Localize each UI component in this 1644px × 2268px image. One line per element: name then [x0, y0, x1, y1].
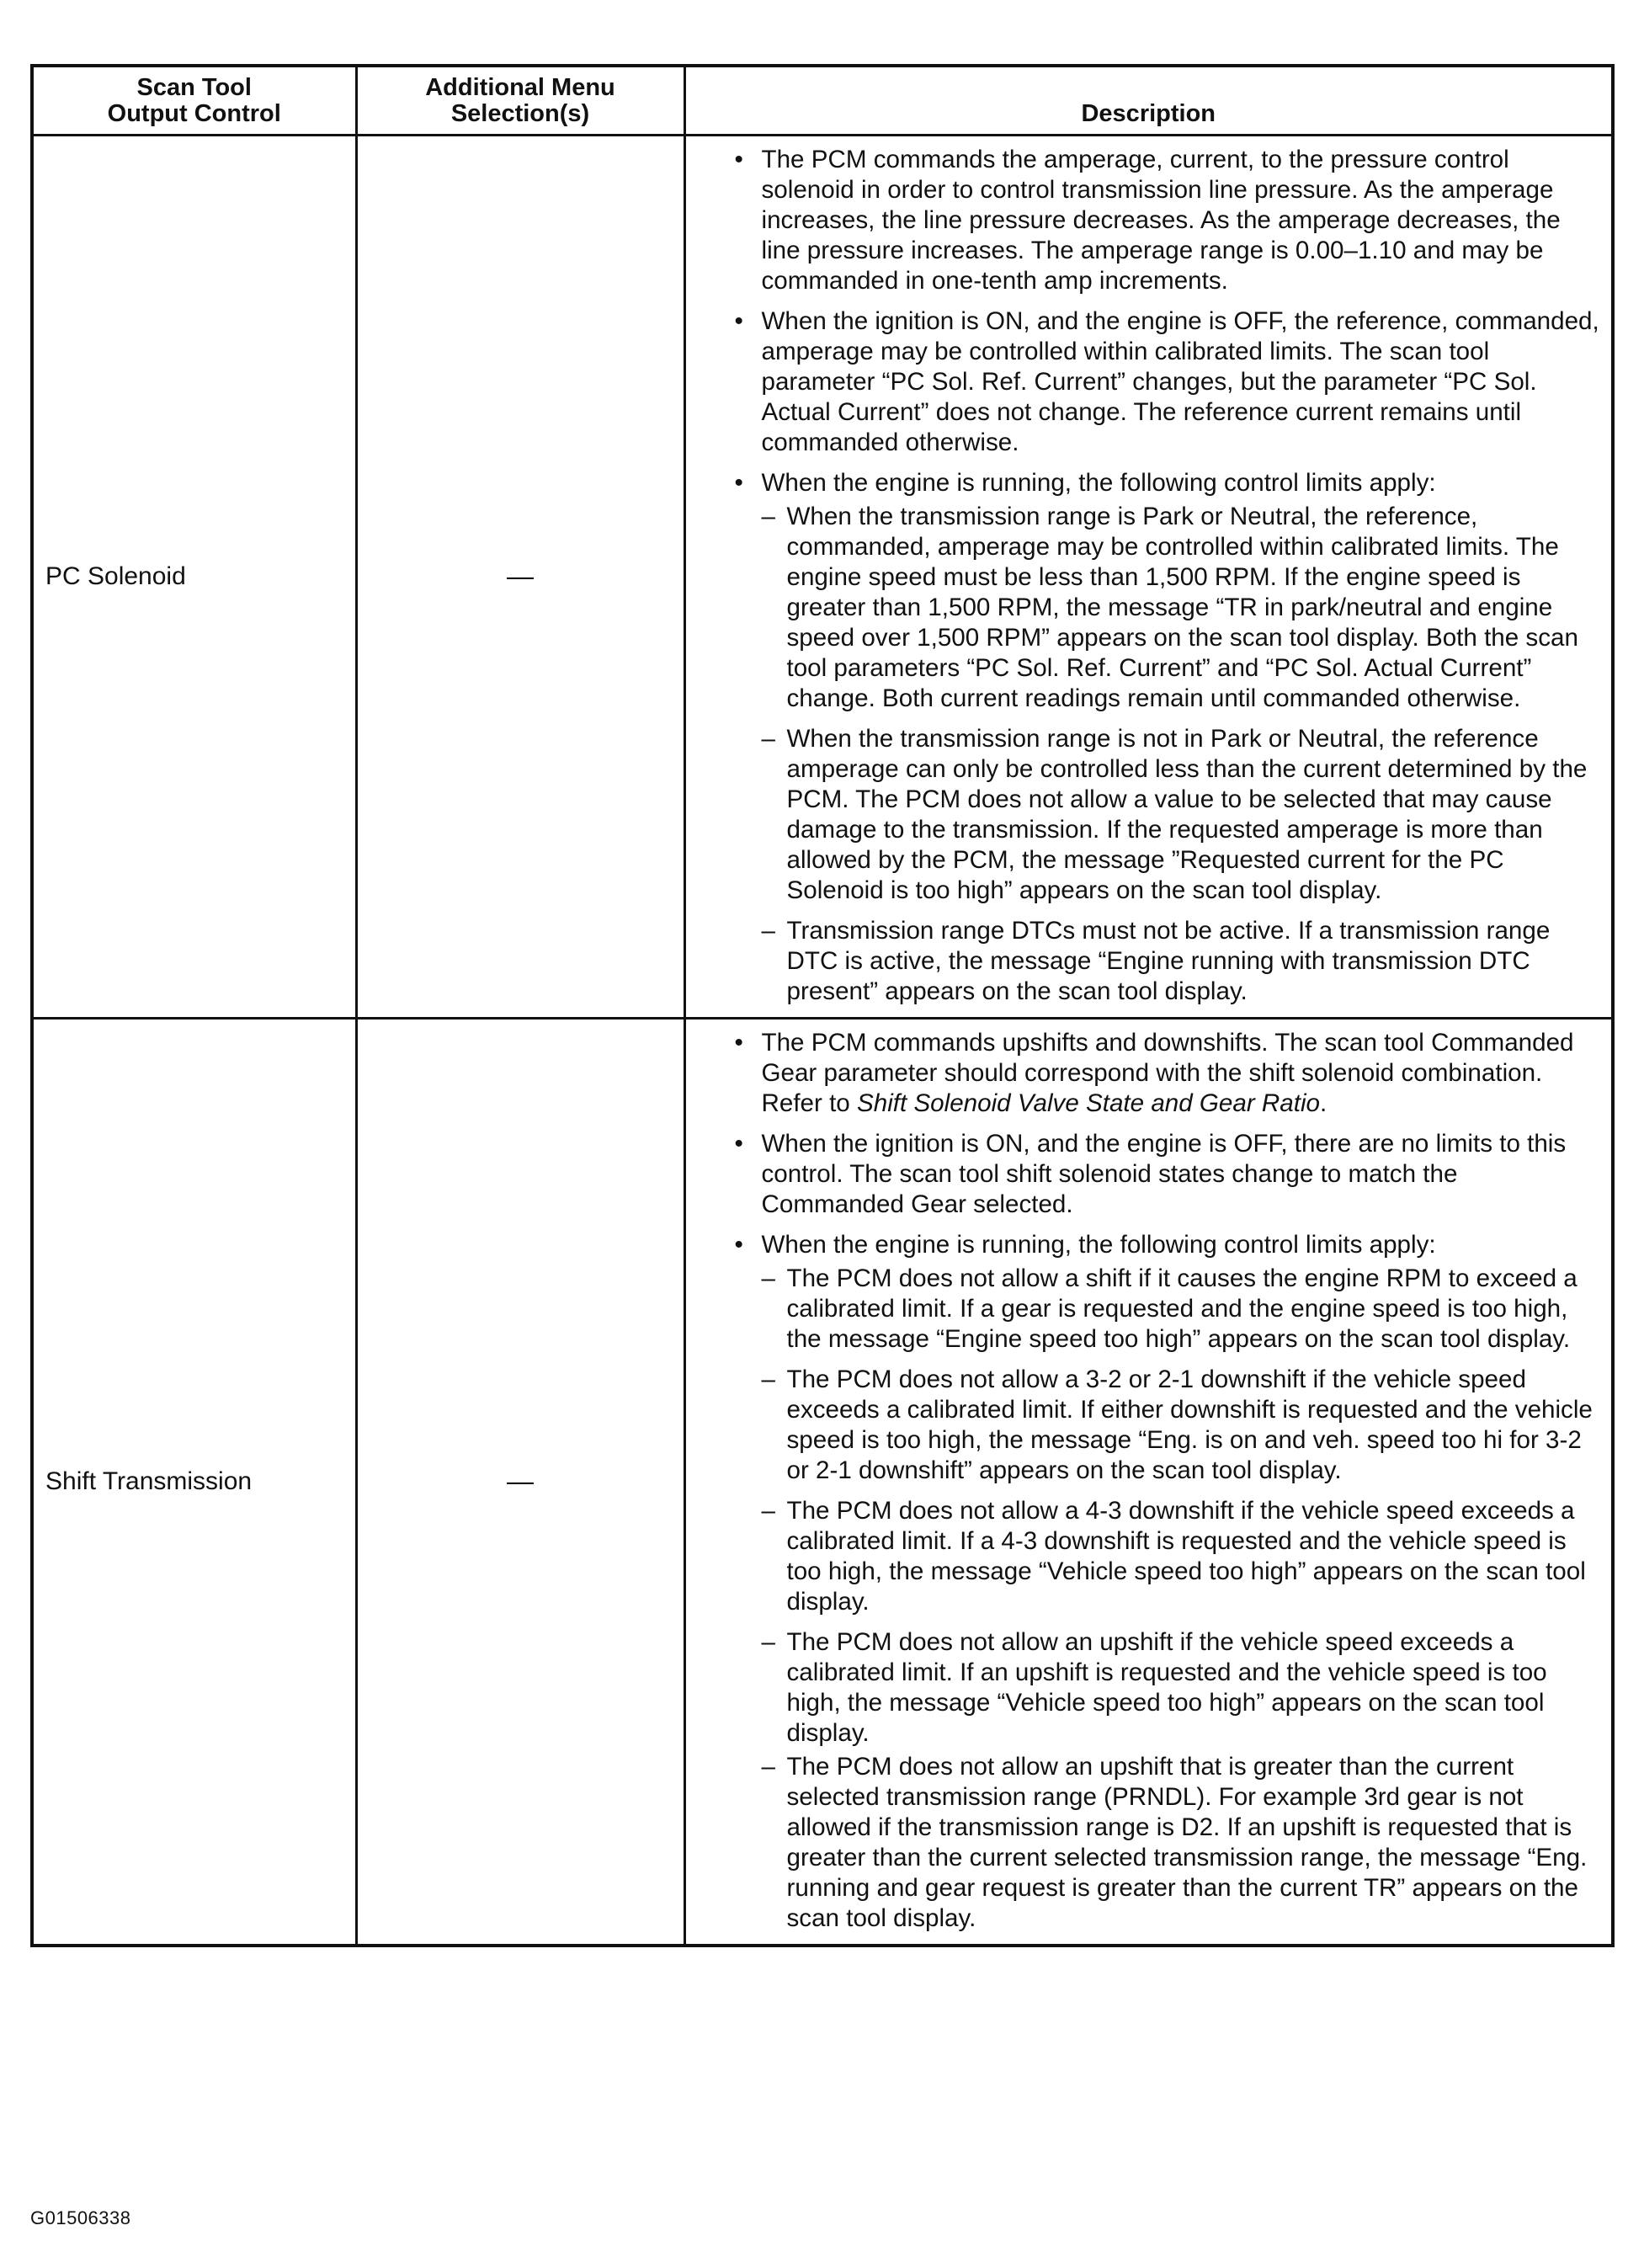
dash-item: – The PCM does not allow an upshift if the vehicle speed exceeds a calibrated limit. If an upshift is requested and the vehicle speed is too high, the message “Vehicle speed too high” appears on the scan tool display.	[728, 1627, 1600, 1749]
dash-item: – When the transmission range is Park or Neutral, the reference, commanded, amperage may be controlled within calibrated limits. The engine speed must be less than 1,500 RPM. If the engine speed is greater than 1,500 RPM, the message “TR in park/neutral and engine speed over 1,500 RPM” appears on the scan tool display. Both the scan tool parameters “PC Sol. Ref. Current” and “PC Sol. Actual Current” change. Both current readings remain until commanded otherwise.	[728, 502, 1600, 714]
table-header-row	[32, 66, 1613, 135]
header-description: Description	[684, 66, 1613, 135]
header-line: Output Control	[107, 99, 281, 127]
table-row-pc-solenoid	[32, 135, 1613, 1018]
dash-item: – When the transmission range is not in Park or Neutral, the reference amperage can only be controlled less than the current determined by the PCM. The PCM does not allow a value to be selected that may cause damage to the transmission. If the requested amperage is more than allowed by the PCM, the message ”Requested current for the PC Solenoid is too high” appears on the scan tool display.	[728, 724, 1600, 906]
bullet-text: .	[1320, 1089, 1327, 1117]
dash-item: – The PCM does not allow a 4-3 downshift if the vehicle speed exceeds a calibrated limit. If a 4-3 downshift is requested and the vehicle speed is too high, the message “Vehicle speed too high” appears on the scan tool display.	[728, 1496, 1600, 1617]
bullet-item: • When the engine is running, the following control limits apply:	[728, 1230, 1600, 1260]
dash-item: – The PCM does not allow a 3-2 or 2-1 downshift if the vehicle speed exceeds a calibrated limit. If either downshift is requested and the vehicle speed is too high, the message “Eng. is on and veh. speed too hi for 3-2 or 2-1 downshift” appears on the scan tool display.	[728, 1365, 1600, 1486]
header-line: Additional Menu	[425, 73, 615, 101]
dash-item: – The PCM does not allow a shift if it causes the engine RPM to exceed a calibrated limit. If a gear is requested and the engine speed is too high, the message “Engine speed too high” appears on the scan tool display.	[728, 1264, 1600, 1355]
output-control-name: Shift Transmission	[32, 1018, 356, 1946]
header-additional-menu-selections	[356, 66, 684, 135]
dash-item: – The PCM does not allow an upshift that is greater than the current selected transmission range (PRNDL). For example 3rd gear is not allowed if the transmission range is D2. If an upshift is requested that is greater than the current selected transmission range, the message “Eng. running and gear request is greater than the current TR” appears on the scan tool display.	[728, 1752, 1600, 1934]
header-line: Selection(s)	[450, 99, 590, 127]
output-control-table	[30, 64, 1615, 1947]
bullet-item: • When the ignition is ON, and the engine is OFF, there are no limits to this control. The scan tool shift solenoid states change to match the Commanded Gear selected.	[728, 1129, 1600, 1220]
figure-id: G01506338	[30, 2207, 131, 2228]
output-control-name: PC Solenoid	[32, 135, 356, 1018]
menu-selection-value: —	[356, 1018, 684, 1946]
table-row-shift-transmission	[32, 1018, 1613, 1946]
header-line: Scan Tool	[136, 73, 252, 101]
description-cell	[684, 1018, 1613, 1946]
bullet-item	[728, 1028, 1600, 1119]
header-scan-tool-output-control	[32, 66, 356, 135]
bullet-item: • The PCM commands the amperage, current, to the pressure control solenoid in order to control transmission line pressure. As the amperage increases, the line pressure decreases. As the amperage decreases, the line pressure increases. The amperage range is 0.00–1.10 and may be commanded in one-tenth amp increments.	[728, 145, 1600, 296]
description-cell	[684, 135, 1613, 1018]
dash-item: – Transmission range DTCs must not be active. If a transmission range DTC is active, the message “Engine running with transmission DTC present” appears on the scan tool display.	[728, 916, 1600, 1007]
menu-selection-value: —	[356, 135, 684, 1018]
bullet-item: • When the ignition is ON, and the engine is OFF, the reference, commanded, amperage may be controlled within calibrated limits. The scan tool parameter “PC Sol. Ref. Current” changes, but the parameter “PC Sol. Actual Current” does not change. The reference current remains until commanded otherwise.	[728, 306, 1600, 458]
cross-reference: Shift Solenoid Valve State and Gear Ratio	[857, 1089, 1321, 1117]
bullet-item: • When the engine is running, the following control limits apply:	[728, 468, 1600, 498]
bullet-text: The PCM commands upshifts and downshifts. The scan tool Commanded Gear parameter should correspond with the shift solenoid combination. Refer to	[761, 1028, 1574, 1117]
